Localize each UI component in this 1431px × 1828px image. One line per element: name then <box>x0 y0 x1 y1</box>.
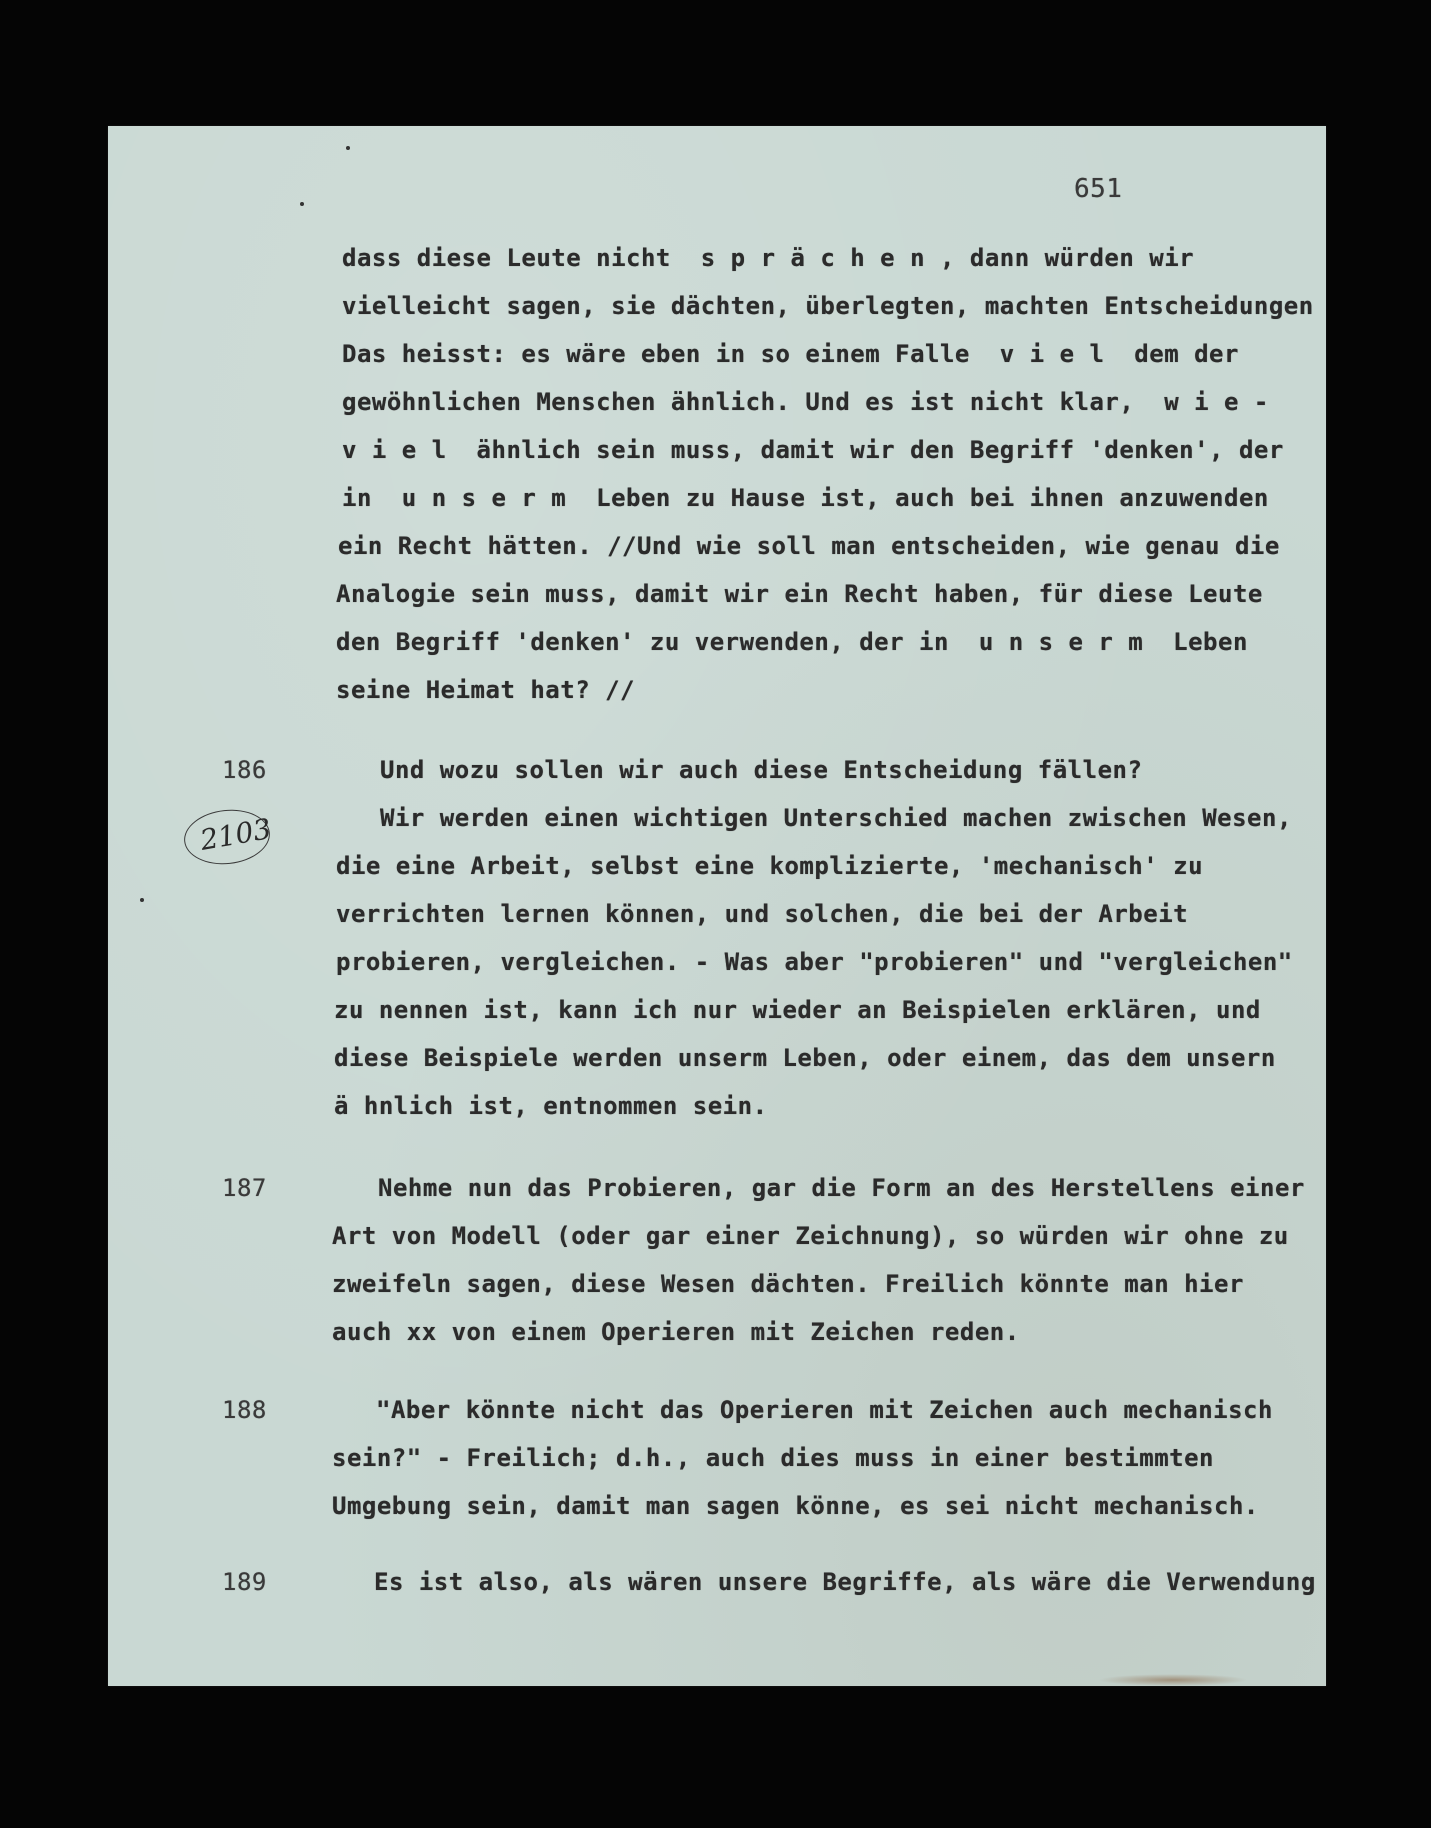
text-line: gewöhnlichen Menschen ähnlich. Und es ist nicht klar, w i e - <box>342 388 1269 416</box>
text-line: v i e l ähnlich sein muss, damit wir den Begriff 'denken', der <box>342 436 1284 464</box>
text-line: Es ist also, als wären unsere Begriffe, als wäre die Verwendung <box>374 1568 1316 1596</box>
text-line: ein Recht hätten. //Und wie soll man entscheiden, wie genau die <box>338 532 1280 560</box>
section-number: 187 <box>222 1174 267 1202</box>
ink-speck <box>300 202 304 206</box>
text-line: Umgebung sein, damit man sagen könne, es sei nicht mechanisch. <box>332 1492 1259 1520</box>
text-line: Und wozu sollen wir auch diese Entscheidung fällen? <box>380 756 1143 784</box>
section-number: 188 <box>222 1396 267 1424</box>
ink-speck <box>140 898 144 902</box>
text-line: Wir werden einen wichtigen Unterschied machen zwischen Wesen, <box>380 804 1292 832</box>
ink-speck <box>346 146 350 150</box>
text-line: dass diese Leute nicht s p r ä c h e n , dann würden wir <box>342 244 1195 272</box>
text-line: vielleicht sagen, sie dächten, überlegten, machten Entscheidungen <box>342 292 1314 320</box>
text-line: verrichten lernen können, und solchen, die bei der Arbeit <box>336 900 1189 928</box>
text-line: auch xx von einem Operieren mit Zeichen reden. <box>332 1318 1020 1346</box>
text-line: "Aber könnte nicht das Operieren mit Zeichen auch mechanisch <box>376 1396 1273 1424</box>
text-line: zweifeln sagen, diese Wesen dächten. Freilich könnte man hier <box>332 1270 1244 1298</box>
text-line: sein?" - Freilich; d.h., auch dies muss in einer bestimmten <box>332 1444 1215 1472</box>
section-number: 189 <box>222 1568 267 1596</box>
text-line: den Begriff 'denken' zu verwenden, der in u n s e r m Leben <box>336 628 1248 656</box>
text-line: Das heisst: es wäre eben in so einem Falle v i e l dem der <box>342 340 1239 368</box>
text-line: probieren, vergleichen. - Was aber "probieren" und "vergleichen" <box>336 948 1293 976</box>
text-line: seine Heimat hat? // <box>336 676 635 704</box>
text-line: ä hnlich ist, entnommen sein. <box>334 1092 768 1120</box>
text-line: zu nennen ist, kann ich nur wieder an Beispielen erklären, und <box>334 996 1261 1024</box>
handwritten-annotation: 2103 <box>197 812 274 857</box>
text-line: Analogie sein muss, damit wir ein Recht haben, für diese Leute <box>336 580 1263 608</box>
text-line: in u n s e r m Leben zu Hause ist, auch bei ihnen anzuwenden <box>342 484 1269 512</box>
page-number: 651 <box>1074 174 1123 204</box>
text-line: Nehme nun das Probieren, gar die Form an des Herstellens einer <box>378 1174 1305 1202</box>
section-number: 186 <box>222 756 267 784</box>
text-line: Art von Modell (oder gar einer Zeichnung), so würden wir ohne zu <box>332 1222 1289 1250</box>
text-line: diese Beispiele werden unserm Leben, oder einem, das dem unsern <box>334 1044 1276 1072</box>
text-line: die eine Arbeit, selbst eine komplizierte, 'mechanisch' zu <box>336 852 1204 880</box>
